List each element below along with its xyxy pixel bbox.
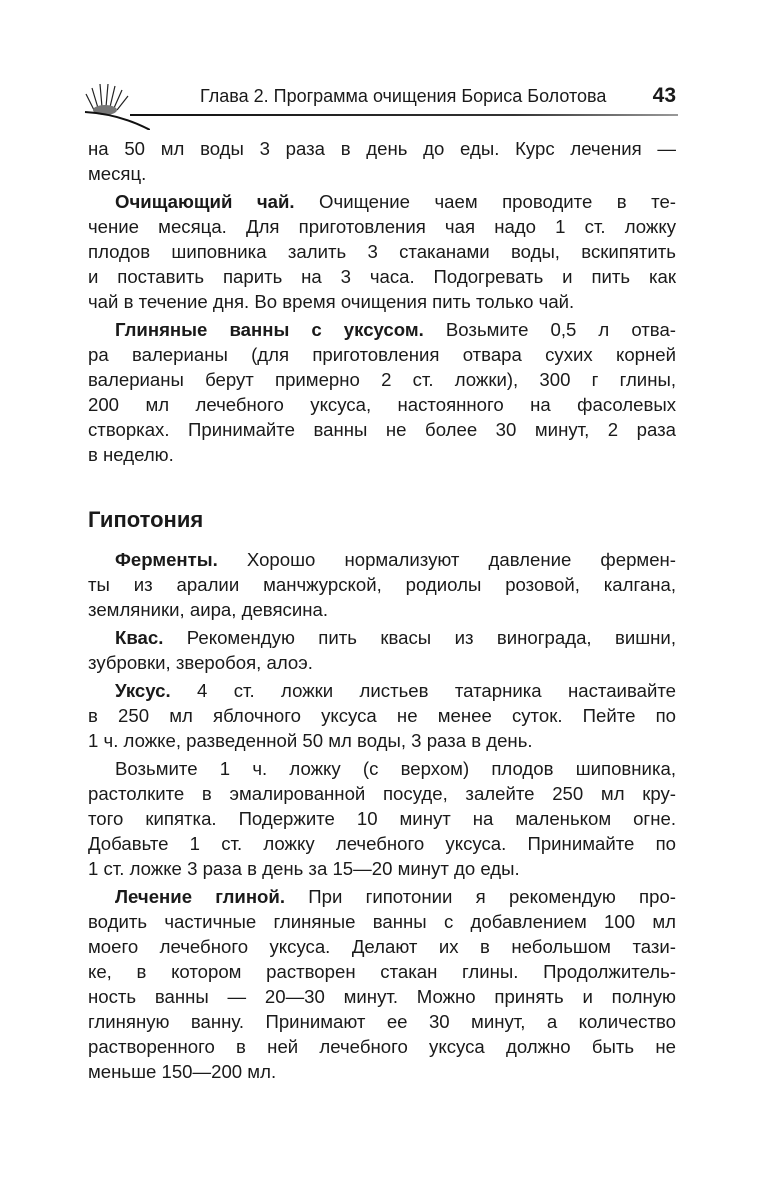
paragraph — [88, 189, 676, 314]
paragraph — [88, 678, 676, 753]
line-text: на 50 мл воды 3 раза в день до еды. Курс лечения — — [88, 138, 676, 159]
line-text: створках. Принимайте ванны не более 30 минут, 2 раза — [88, 419, 676, 440]
paragraph-lead: Уксус. — [115, 680, 171, 701]
line-text: плодов шиповника залить 3 стаканами воды, вскипятить — [88, 241, 676, 262]
chapter-title: Глава 2. Программа очищения Бориса Болотова — [200, 86, 607, 106]
line-text: растворенного в ней лечебного уксуса должно быть не — [88, 1036, 676, 1057]
line-text: водить частичные глиняные ванны с добавлением 100 мл — [88, 911, 676, 932]
text-line — [88, 289, 676, 314]
text-line — [88, 781, 676, 806]
paragraph-lead: Лечение глиной. — [115, 886, 286, 907]
text-line — [88, 625, 676, 650]
line-text: и поставить парить на 3 часа. Подогревать и пить как — [88, 266, 676, 287]
line-text: Возьмите 0,5 л отва- — [423, 319, 677, 340]
text-line — [88, 909, 676, 934]
text-line — [88, 189, 676, 214]
line-text: зубровки, зверобоя, алоэ. — [88, 652, 313, 673]
line-text: моего лечебного уксуса. Делают их в небольшом тази- — [88, 936, 676, 957]
text-line — [88, 1034, 676, 1059]
line-text: в неделю. — [88, 444, 174, 465]
line-text: чение месяца. Для приготовления чая надо 1 ст. ложку — [88, 216, 676, 237]
text-line — [88, 417, 676, 442]
text-line — [88, 161, 676, 186]
line-text: Добавьте 1 ст. ложку лечебного уксуса. Принимайте по — [88, 833, 676, 854]
text-line — [88, 703, 676, 728]
text-line — [88, 597, 676, 622]
line-text: ке, в котором растворен стакан глины. Продолжитель- — [88, 961, 676, 982]
flower-ornament-icon — [80, 72, 150, 130]
line-text: чай в течение дня. Во время очищения пить только чай. — [88, 291, 575, 312]
text-line — [88, 1009, 676, 1034]
running-header — [80, 72, 680, 132]
line-text: земляники, аира, девясина. — [88, 599, 328, 620]
text-line — [88, 572, 676, 597]
paragraph-lead: Ферменты. — [115, 549, 218, 570]
text-line — [88, 239, 676, 264]
text-line — [88, 547, 676, 572]
line-text: валерианы берут примерно 2 ст. ложки), 300 г глины, — [88, 369, 676, 390]
text-line — [88, 884, 676, 909]
paragraph-lead: Глиняные ванны с уксусом. — [115, 319, 424, 340]
line-text: глиняную ванну. Принимают ее 30 минут, а количество — [88, 1011, 676, 1032]
text-line — [88, 1059, 676, 1084]
line-text: в 250 мл яблочного уксуса не менее суток. Пейте по — [88, 705, 676, 726]
line-text: Возьмите 1 ч. ложку (с верхом) плодов шиповника, — [115, 758, 676, 779]
line-text: месяц. — [88, 163, 147, 184]
text-line — [88, 728, 676, 753]
text-line — [88, 317, 676, 342]
line-text: 1 ч. ложке, разведенной 50 мл воды, 3 раза в день. — [88, 730, 533, 751]
line-text: меньше 150—200 мл. — [88, 1061, 277, 1082]
paragraph — [88, 756, 676, 881]
page-body — [88, 136, 676, 1087]
text-line — [88, 214, 676, 239]
text-line — [88, 678, 676, 703]
line-text: ность ванны — 20—30 минут. Можно принять и полную — [88, 986, 676, 1007]
text-line — [88, 650, 676, 675]
line-text: Очищение чаем проводите в те- — [294, 191, 676, 212]
line-text: того кипятка. Подержите 10 минут на маленьком огне. — [88, 808, 676, 829]
paragraph — [88, 547, 676, 622]
text-line — [88, 342, 676, 367]
text-line — [88, 959, 676, 984]
line-text: При гипотонии я рекомендую про- — [285, 886, 676, 907]
text-line — [88, 831, 676, 856]
text-line — [88, 934, 676, 959]
text-line — [88, 756, 676, 781]
text-line — [88, 856, 676, 881]
line-text: растолките в эмалированной посуде, залейте 250 мл кру- — [88, 783, 676, 804]
paragraph-lead: Квас. — [115, 627, 164, 648]
text-line — [88, 442, 676, 467]
paragraph — [88, 884, 676, 1084]
line-text: Рекомендую пить квасы из винограда, вишни, — [163, 627, 676, 648]
paragraph — [88, 317, 676, 467]
page-number: 43 — [652, 84, 676, 107]
line-text: 4 ст. ложки листьев татарника настаивайте — [170, 680, 676, 701]
text-line — [88, 392, 676, 417]
text-line — [88, 806, 676, 831]
paragraph — [88, 625, 676, 675]
line-text: 200 мл лечебного уксуса, настоянного на фасолевых — [88, 394, 676, 415]
section-heading: Гипотония — [88, 507, 204, 532]
line-text: Хорошо нормализуют давление фермен- — [217, 549, 676, 570]
paragraph — [88, 136, 676, 186]
line-text: 1 ст. ложке 3 раза в день за 15—20 минут до еды. — [88, 858, 520, 879]
text-line — [88, 136, 676, 161]
text-line — [88, 264, 676, 289]
text-line — [88, 367, 676, 392]
line-text: ты из аралии манчжурской, родиолы розовой, калгана, — [88, 574, 676, 595]
text-line — [88, 984, 676, 1009]
paragraph-lead: Очищающий чай. — [115, 191, 295, 212]
line-text: ра валерианы (для приготовления отвара сухих корней — [88, 344, 676, 365]
header-rule — [130, 114, 678, 116]
